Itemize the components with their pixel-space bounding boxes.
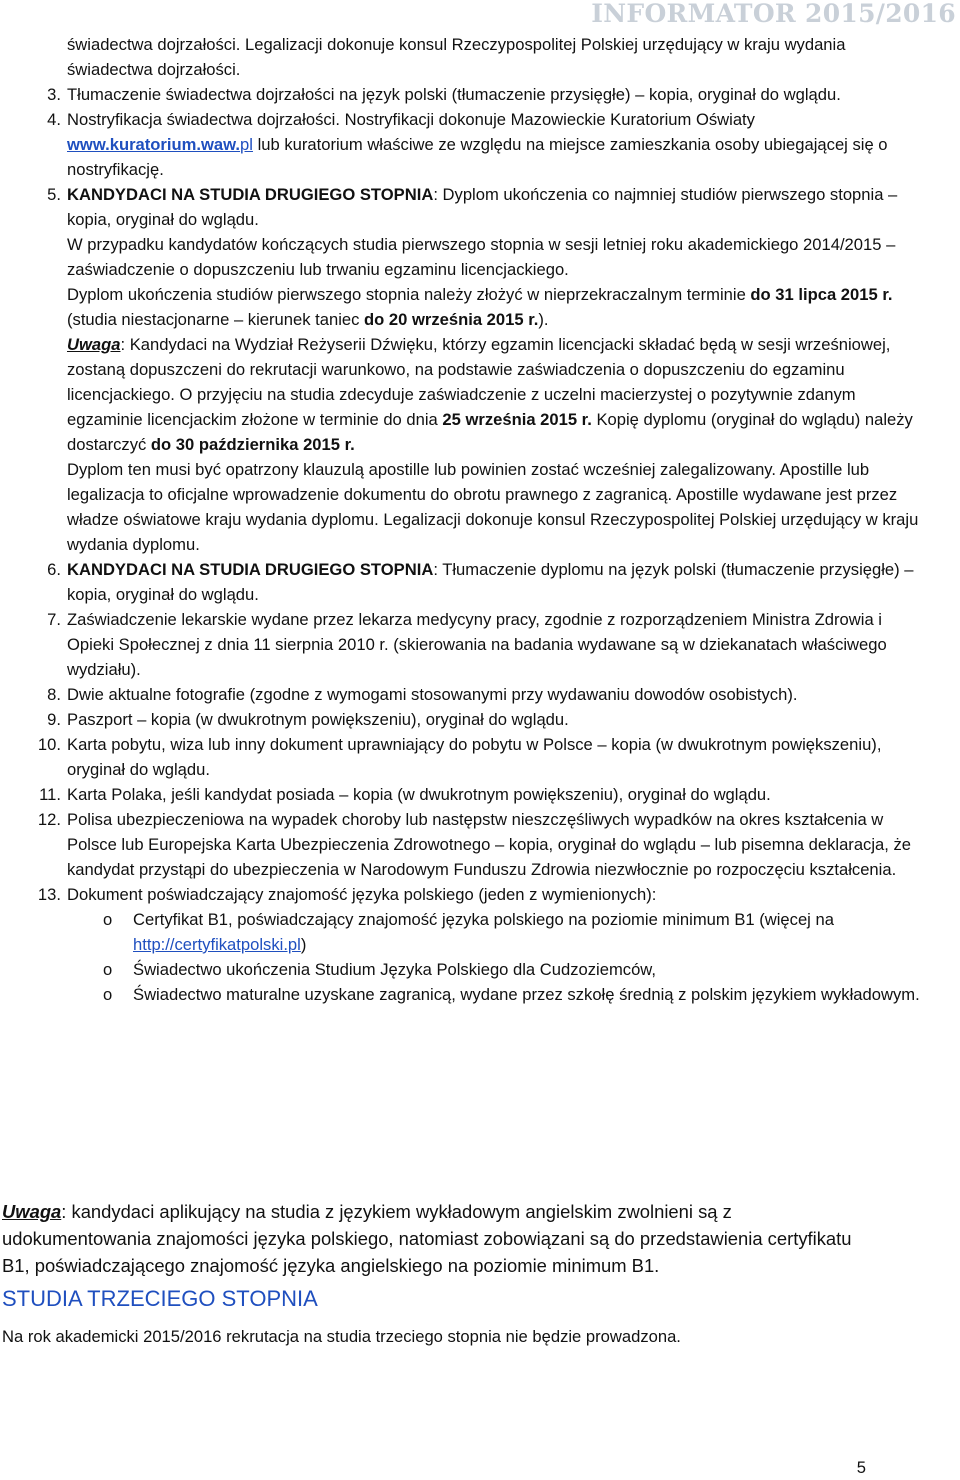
sub-item-text: Świadectwo ukończenia Studium Języka Polskiego dla Cudzoziemców, [133,960,656,979]
list-item-3 [34,82,924,107]
sub-list-item [67,957,924,982]
item-text: Zaświadczenie lekarskie wydane przez lekarza medycyny pracy, zgodnie z rozporządzeniem Ministra Zdrowia i Opieki Społecznej z dnia 11 sierpnia 2010 r. (skierowania na badania wydawane są w dziekanatach właściwego wydziału). [67,610,887,679]
item-number: 12. [37,810,61,829]
document-header: INFORMATOR 2015/2016 [591,0,956,28]
item-paragraph [67,282,924,332]
item-paragraph [67,332,924,457]
deadline: 25 września 2015 r. [442,410,592,429]
list-item-5 [34,182,924,557]
item-number: 11. [39,785,61,804]
list-item-10 [34,732,924,782]
certyfikat-link[interactable]: http://certyfikatpolski.pl [133,935,301,954]
sub-item-text: Świadectwo maturalne uzyskane zagranicą, wydane przez szkołę średnią z polskim językiem wykładowym. [133,985,920,1004]
item-text: Karta pobytu, wiza lub inny dokument uprawniający do pobytu w Polsce – kopia (w dwukrotnym powiększeniu), oryginał do wglądu. [67,735,882,779]
text-segment: Certyfikat B1, poświadczający znajomość języka polskiego na poziomie minimum B1 (więcej na [133,910,834,929]
text-segment: Kopię dyplomu (oryginał do wglądu) należy dostarczyć [67,410,913,454]
list-item-6 [34,557,924,607]
bullet-marker: o [103,910,113,929]
item-text: Polisa ubezpieczeniowa na wypadek choroby lub następstw nieszczęśliwych wypadków na okres kształcenia w Polsce lub Europejska Karta Ubezpieczenia Zdrowotnego – kopia, oryginał do wglądu – lub pisemna deklaracja, że kandydat przystąpi do ubezpieczenia w Narodowym Funduszu Zdrowia niezwłocznie po rozpoczęciu kształcenia. [67,810,912,879]
text-segment: : Tłumaczenie dyplomu na język polski (tłumaczenie przysięgłe) – kopia, oryginał do wglądu. [67,560,914,604]
item-number: 8. [47,685,61,704]
item-text: Dwie aktualne fotografie (zgodne z wymogami stosowanymi przy wydawaniu dowodów osobistych). [67,685,798,704]
text-segment: Nostryfikacja świadectwa dojrzałości. Nostryfikacji dokonuje Mazowieckie Kuratorium Oświaty [67,110,755,129]
candidate-group-label: KANDYDACI NA STUDIA DRUGIEGO STOPNIA [67,185,434,204]
note-text: : kandydaci aplikujący na studia z językiem wykładowym angielskim zwolnieni są z udokumentowania znajomości języka polskiego, natomiast zobowiązani są do przedstawienia certyfikatu B1, poświadczającego znajomość języka angielskiego na poziomie minimum B1. [2,1201,852,1277]
item-text: Karta Polaka, jeśli kandydat posiada – kopia (w dwukrotnym powiększeniu), oryginał do wglądu. [67,785,771,804]
list-item-continuation [34,32,924,82]
text-segment: lub kuratorium właściwe ze względu na miejsce zamieszkania osoby ubiegającej się o nostryfikację. [67,135,888,179]
list-item-7 [34,607,924,682]
text-segment: ). [538,310,549,329]
deadline: do 30 października 2015 r. [150,435,355,454]
english-language-note [2,1198,882,1279]
text-segment: : Kandydaci na Wydział Reżyserii Dźwięku, którzy egzamin licencjacki składać będą w sesji wrześniowej, zostaną dopuszczeni do rekrutacji warunkowo, na podstawie zaświadczenia o dopuszczeniu do egzaminu licencjackiego. O przyjęciu na studia zdecyduje zaświadczenie z uczelni macierzystej o pozytywnie zdanym egzaminie licencjackim złożone w terminie do dnia [67,335,891,429]
item-paragraph: Dyplom ten musi być opatrzony klauzulą apostille lub powinien zostać wcześniej zalegalizowany. Apostille lub legalizacja to oficjalne wprowadzenie dokumentu do obrotu prawnego z zagranicą. Apostille wydawane jest przez władze oświatowe kraju wydania dyplomu. Legalizacji dokonuje konsul Rzeczypospolitej Polskiej urzędujący w kraju wydania dyplomu. [67,460,919,554]
item-number: 5. [47,185,61,204]
item-number: 10. [37,735,61,754]
note-label: Uwaga [2,1201,62,1223]
item-paragraph: W przypadku kandydatów kończących studia pierwszego stopnia w sesji letniej roku akademickiego 2014/2015 – zaświadczenie o dopuszczeniu lub trwaniu egzaminu licencjackiego. [67,235,896,279]
item-text [67,182,924,232]
item-text: Paszport – kopia (w dwukrotnym powiększeniu), oryginał do wglądu. [67,710,569,729]
item-number: 6. [47,560,61,579]
candidate-group-label: KANDYDACI NA STUDIA DRUGIEGO STOPNIA [67,560,434,579]
list-item-13 [34,882,924,1007]
list-item-11 [34,782,924,807]
text-segment: : Dyplom ukończenia co najmniej studiów pierwszego stopnia – kopia, oryginał do wglądu. [67,185,898,229]
kuratorium-link[interactable]: www.kuratorium.waw. [67,135,241,154]
warning-label: Uwaga [67,335,121,354]
item-number: 7. [47,610,61,629]
list-item-12 [34,807,924,882]
item-text: Tłumaczenie świadectwa dojrzałości na język polski (tłumaczenie przysięgłe) – kopia, oryginał do wglądu. [67,85,841,104]
sub-list-item [67,982,924,1007]
page-number: 5 [856,1458,866,1477]
bullet-marker: o [103,960,113,979]
list-item-4 [34,107,924,182]
list-item-9 [34,707,924,732]
list-item-8 [34,682,924,707]
item-number: 3. [47,85,61,104]
item-number: 4. [47,110,61,129]
sub-item-text [133,907,924,957]
section-body: Na rok akademicki 2015/2016 rekrutacja na studia trzeciego stopnia nie będzie prowadzona. [2,1327,681,1346]
text-segment: Dyplom ukończenia studiów pierwszego stopnia należy złożyć w nieprzekraczalnym terminie [67,285,751,304]
item-number: 13. [37,885,61,904]
item-text: Dokument poświadczający znajomość języka polskiego (jeden z wymienionych): [67,885,657,904]
deadline: do 31 lipca 2015 r. [750,285,893,304]
bullet-marker: o [103,985,113,1004]
item-text: świadectwa dojrzałości. Legalizacji dokonuje konsul Rzeczypospolitej Polskiej urzędujący w kraju wydania świadectwa dojrzałości. [67,35,846,79]
item-number: 9. [47,710,61,729]
item-text [67,557,924,607]
kuratorium-link-suffix[interactable]: pl [240,135,253,154]
deadline: do 20 września 2015 r. [364,310,539,329]
sub-list-item [67,907,924,957]
requirements-list [34,32,924,1007]
section-title: STUDIA TRZECIEGO STOPNIA [2,1286,318,1311]
text-segment: ) [300,935,307,954]
item-text [67,107,924,182]
text-segment: (studia niestacjonarne – kierunek taniec [67,310,365,329]
